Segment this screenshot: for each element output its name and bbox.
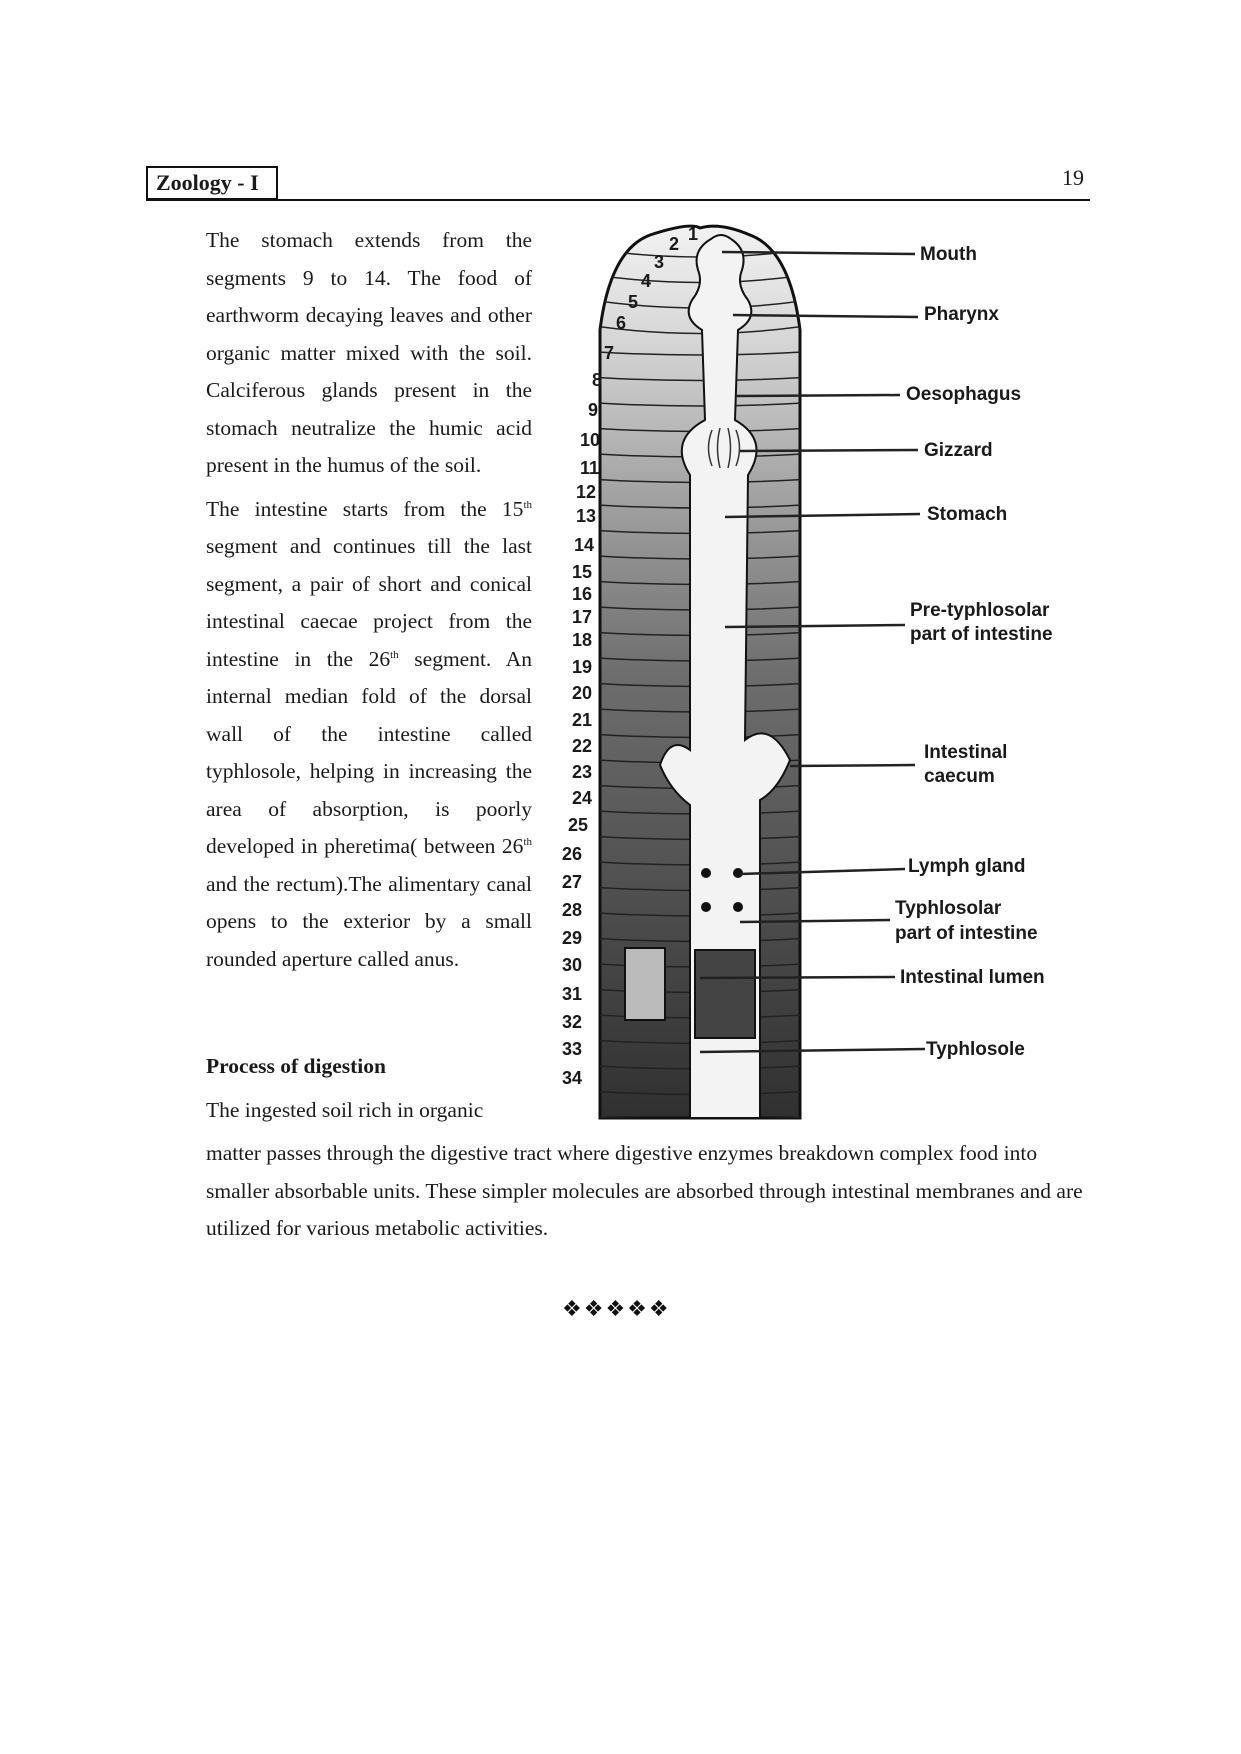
segment-number: 21: [572, 710, 593, 730]
label-gizzard: Gizzard: [924, 440, 993, 461]
segment-number: 16: [572, 584, 593, 604]
segment-number: 32: [562, 1012, 583, 1032]
label-stomach: Stomach: [927, 504, 1008, 525]
segment-number: 11: [580, 458, 600, 478]
label-typhlosolar-2: part of intestine: [895, 923, 1038, 944]
label-pretyphlosolar: Pre-typhlosolar: [910, 600, 1050, 621]
label-pharynx: Pharynx: [924, 304, 999, 325]
paragraph-digestion-first-line: The ingested soil rich in organic: [206, 1098, 484, 1122]
label-intestinal-caecum-2: caecum: [924, 766, 995, 787]
paragraph-digestion: matter passes through the digestive tract where digestive enzymes breakdown complex food into smaller absorbable units. These simpler molecules are absorbed through intestinal membranes and are utilized for various metabolic activities.: [206, 1141, 1083, 1240]
segment-number: 8: [592, 370, 603, 390]
label-intestinal-caecum: Intestinal: [924, 742, 1008, 763]
label-intestinal-lumen: Intestinal lumen: [900, 967, 1045, 988]
label-mouth: Mouth: [920, 244, 977, 265]
left-column: [206, 222, 532, 978]
segment-number: 28: [562, 900, 583, 920]
paragraph-intestine: The intestine starts from the 15th segment and continues till the last segment, a pair of short and conical intestinal caecae project from the intestine in the 26th segment. An internal median fold of the dorsal wall of the intestine called typhlosole, helping in increasing the area of absorption, is poorly developed in pheretima( between 26th and the rectum).The alimentary canal opens to the exterior by a small rounded aperture called anus.: [206, 496, 532, 971]
intestinal-wall-section: [625, 948, 665, 1020]
segment-number: 17: [572, 607, 593, 627]
segment-number: 2: [669, 234, 680, 254]
segment-number: 4: [641, 271, 652, 291]
header-rule: [146, 199, 1090, 201]
header-title-box: [146, 166, 278, 200]
segment-number: 33: [562, 1039, 583, 1059]
segment-number: 19: [572, 657, 593, 677]
typhlosole-section: [695, 950, 755, 1038]
header-title: Zoology - I: [156, 170, 259, 195]
paragraph-stomach: The stomach extends from the segments 9 to 14. The food of earthworm decaying leaves and other organic matter mixed with the soil. Calciferous glands present in the stomach neutralize the humic acid present in the humus of the soil.: [206, 228, 532, 477]
segment-number: 25: [568, 815, 589, 835]
segment-number: 29: [562, 928, 583, 948]
segment-number: 26: [562, 844, 583, 864]
label-oesophagus: Oesophagus: [906, 384, 1022, 405]
segment-number: 12: [576, 482, 597, 502]
label-typhlosole: Typhlosole: [926, 1039, 1025, 1060]
segment-number: 18: [572, 630, 593, 650]
segment-number: 9: [588, 400, 599, 420]
segment-number: 15: [572, 562, 593, 582]
label-typhlosolar: Typhlosolar: [895, 898, 1002, 919]
diagram-labels: [895, 244, 1053, 1060]
segment-number: 23: [572, 762, 593, 782]
label-pretyphlosolar-2: part of intestine: [910, 624, 1053, 645]
segment-number: 13: [576, 506, 597, 526]
segment-number: 31: [562, 984, 583, 1004]
segment-number: 20: [572, 683, 593, 703]
segment-number: 5: [628, 292, 639, 312]
segment-number: 7: [604, 343, 615, 363]
earthworm-digestive-diagram: [540, 215, 1100, 1135]
segment-number: 1: [688, 224, 699, 244]
segment-number: 22: [572, 736, 593, 756]
segment-number: 10: [580, 430, 601, 450]
segment-number: 24: [572, 788, 593, 808]
segment-number: 34: [562, 1068, 583, 1088]
segment-number: 6: [616, 313, 627, 333]
segment-number: 3: [654, 252, 665, 272]
label-lymph-gland: Lymph gland: [908, 856, 1026, 877]
segment-number: 14: [574, 535, 595, 555]
end-ornament: ❖❖❖❖❖: [562, 1296, 671, 1321]
segment-number: 30: [562, 955, 583, 975]
section-heading: Process of digestion: [206, 1054, 386, 1078]
segment-number: 27: [562, 872, 583, 892]
page-number: 19: [1062, 165, 1084, 190]
